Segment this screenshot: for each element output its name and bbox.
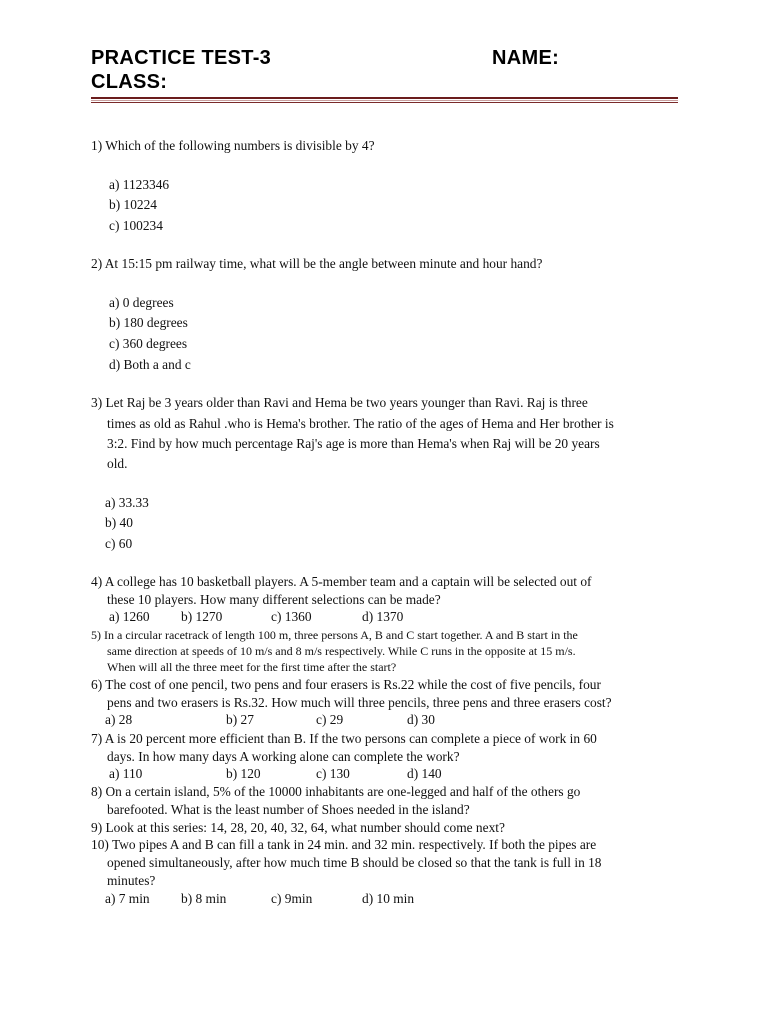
question-text: 1) Which of the following numbers is divisible by 4? xyxy=(91,138,375,153)
question-text: 10) Two pipes A and B can fill a tank in 24 min. and 32 min. respectively. If both the pipes are xyxy=(91,837,597,852)
name-label: NAME: xyxy=(492,47,560,69)
option: a) 1260 xyxy=(109,609,150,624)
option: c) 29 xyxy=(316,712,344,727)
option: b) 8 min xyxy=(181,891,227,906)
question-text: When will all the three meet for the first time after the start? xyxy=(107,660,397,674)
question-text: old. xyxy=(107,456,128,471)
option: a) 110 xyxy=(109,766,143,781)
option: b) 10224 xyxy=(109,197,157,212)
test-title: PRACTICE TEST-3 xyxy=(91,47,272,69)
question-text: minutes? xyxy=(107,873,156,888)
option: c) 130 xyxy=(316,766,350,781)
option: c) 360 degrees xyxy=(109,336,188,351)
question-text: 2) At 15:15 pm railway time, what will be the angle between minute and hour hand? xyxy=(91,256,543,271)
option: a) 7 min xyxy=(105,891,150,906)
option: c) 60 xyxy=(105,536,133,551)
option: b) 120 xyxy=(226,766,261,781)
option: c) 1360 xyxy=(271,609,312,624)
option: a) 0 degrees xyxy=(109,295,174,310)
option: b) 40 xyxy=(105,515,133,530)
question-text: these 10 players. How many different selections can be made? xyxy=(107,592,441,607)
option: d) 10 min xyxy=(362,891,415,906)
option: d) 30 xyxy=(407,712,435,727)
question-text: days. In how many days A working alone can complete the work? xyxy=(107,749,460,764)
question-text: 4) A college has 10 basketball players. A 5-member team and a captain will be selected out of xyxy=(91,574,592,589)
option: a) 1123346 xyxy=(109,177,170,192)
option: a) 33.33 xyxy=(105,495,149,510)
option: b) 180 degrees xyxy=(109,315,188,330)
question-text: same direction at speeds of 10 m/s and 8 m/s respectively. While C runs in the opposite at 15 m/s. xyxy=(107,644,576,658)
question-text: 6) The cost of one pencil, two pens and four erasers is Rs.22 while the cost of five pencils, four xyxy=(91,677,601,692)
option: c) 100234 xyxy=(109,218,163,233)
option: d) Both a and c xyxy=(109,357,191,372)
option: b) 1270 xyxy=(181,609,223,624)
question-text: barefooted. What is the least number of Shoes needed in the island? xyxy=(107,802,470,817)
question-text: 5) In a circular racetrack of length 100 m, three persons A, B and C start together. A and B start in the xyxy=(91,628,578,642)
class-label: CLASS: xyxy=(91,71,168,93)
option: a) 28 xyxy=(105,712,133,727)
question-text: pens and two erasers is Rs.32. How much will three pencils, three pens and three erasers cost? xyxy=(107,695,612,710)
question-text: times as old as Rahul .who is Hema's brother. The ratio of the ages of Hema and Her brother is xyxy=(107,416,614,431)
option: d) 1370 xyxy=(362,609,404,624)
question-text: 8) On a certain island, 5% of the 10000 inhabitants are one-legged and half of the others go xyxy=(91,784,581,799)
option: c) 9min xyxy=(271,891,313,906)
question-text: 3:2. Find by how much percentage Raj's age is more than Hema's when Raj will be 20 years xyxy=(107,436,600,451)
question-text: 9) Look at this series: 14, 28, 20, 40, 32, 64, what number should come next? xyxy=(91,820,505,835)
option: d) 140 xyxy=(407,766,442,781)
question-text: opened simultaneously, after how much time B should be closed so that the tank is full in 18 xyxy=(107,855,602,870)
question-text: 3) Let Raj be 3 years older than Ravi and Hema be two years younger than Ravi. Raj is three xyxy=(91,395,588,410)
question-text: 7) A is 20 percent more efficient than B. If the two persons can complete a piece of work in 60 xyxy=(91,731,597,746)
option: b) 27 xyxy=(226,712,254,727)
